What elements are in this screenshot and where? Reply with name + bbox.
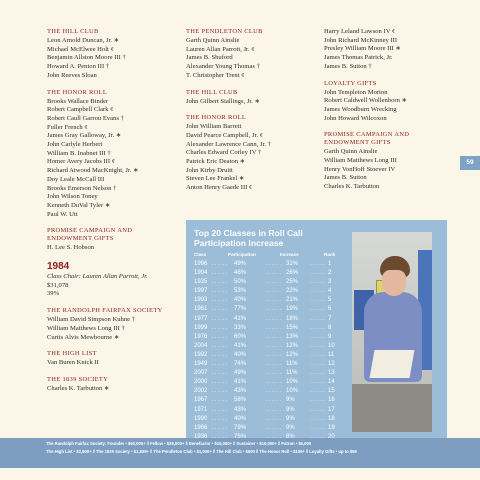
leader-dots: ...... — [310, 379, 327, 386]
donor-name: Garth Quinn Ainslie — [186, 37, 240, 44]
donor-name: Brooks Wallace Binder — [47, 97, 109, 105]
donor-name: James Thomas Patrick, Jr. — [324, 54, 393, 62]
table-row — [194, 351, 342, 360]
donor-name: Patrick Eric Deaton ∗ — [186, 158, 246, 166]
table-row — [194, 296, 342, 305]
section-honor-roll — [186, 114, 312, 193]
donor-name: Robert Caull Garrou Evans † — [47, 114, 124, 122]
donor-name: Homer Avery Jacobs III ¢ — [47, 158, 115, 166]
cell-increase: 10% — [286, 388, 299, 395]
leader-dots: ...... — [212, 342, 229, 349]
cell-increase: 31% — [286, 261, 299, 267]
cell-participation: 46% — [234, 270, 247, 277]
section-heading: THE HONOR ROLL — [47, 88, 108, 96]
cell-class: 2007 — [194, 370, 208, 377]
leader-dots: ...... — [310, 388, 327, 395]
donor-name: William Matthews Long III — [324, 157, 397, 165]
table-row — [194, 396, 342, 405]
leader-dots: ...... — [212, 270, 229, 277]
cell-class: 1967 — [194, 397, 208, 404]
donor-name: Brooks Emerson Nelson † — [47, 184, 117, 192]
cell-increase: 22% — [286, 288, 299, 295]
cell-class: 1961 — [194, 306, 208, 313]
leader-dots: ...... — [212, 324, 229, 331]
classes-table — [194, 260, 342, 438]
leader-dots: ...... — [212, 388, 229, 395]
leader-dots: ...... — [266, 297, 283, 304]
table-row — [194, 378, 342, 387]
donor-name: Fuller French ¢ — [47, 123, 88, 131]
leader-dots: ...... — [310, 315, 327, 322]
leader-dots: ...... — [266, 342, 283, 349]
leader-dots: ...... — [310, 306, 327, 313]
table-row — [194, 278, 342, 287]
table-row — [194, 369, 342, 378]
donor-name: Charles Edward Corley IV † — [186, 149, 262, 157]
leader-dots: ...... — [266, 397, 283, 404]
donor-name: John Richard McKinney III — [324, 36, 398, 44]
cell-class: 1992 — [194, 351, 208, 358]
donor-name: William B. Inabnet III † — [47, 149, 111, 157]
cell-increase: 19% — [286, 306, 299, 313]
section-pendleton-club — [186, 28, 312, 81]
table-row — [194, 305, 342, 314]
cell-class: 2004 — [194, 342, 208, 349]
leader-dots: ...... — [212, 306, 229, 313]
leader-dots: ...... — [266, 406, 283, 413]
table-row — [194, 324, 342, 333]
donor-name: Robert Caldwell Wollenborn ∗ — [324, 97, 408, 105]
giving-levels-footer — [0, 438, 480, 468]
cell-rank: 20 — [328, 433, 335, 438]
cell-class: 1977 — [194, 315, 208, 322]
cell-participation: 60% — [234, 333, 247, 340]
cell-rank: 8 — [328, 324, 332, 331]
section-high-list — [47, 350, 173, 368]
section-loyalty-gifts — [324, 80, 446, 124]
section-hill-club — [186, 89, 312, 107]
donor-name: Harry Leland Lawson IV ¢ — [324, 28, 396, 35]
cell-participation: 40% — [234, 415, 247, 422]
leader-dots: ...... — [266, 388, 283, 395]
cell-increase: 9% — [286, 424, 295, 431]
section-promise-campaign — [324, 131, 446, 192]
donor-name: Henry VonHoff Stoever IV — [324, 165, 396, 173]
table-row — [194, 360, 342, 369]
page-number-tab: 59 — [460, 156, 480, 170]
cell-rank: 9 — [328, 333, 332, 340]
cell-participation: 40% — [234, 351, 247, 358]
top-classes-panel — [186, 220, 447, 438]
donor-name: David Pearce Campbell, Jr. ¢ — [186, 131, 263, 139]
section-heading: PROMISE CAMPAIGN AND ENDOWMENT GIFTS — [47, 227, 133, 243]
leader-dots: ...... — [212, 279, 229, 286]
cell-increase: 25% — [286, 279, 299, 286]
leader-dots: ...... — [212, 261, 229, 267]
leader-dots: ...... — [310, 324, 327, 331]
cell-participation: 58% — [234, 397, 247, 404]
leader-dots: ...... — [212, 397, 229, 404]
leader-dots: ...... — [266, 288, 283, 295]
leader-dots: ...... — [212, 288, 229, 295]
donor-name: John Howard Wilcoxon — [324, 114, 387, 122]
cell-class: 1966 — [194, 424, 208, 431]
leader-dots: ...... — [310, 361, 327, 368]
leader-dots: ...... — [266, 324, 283, 331]
leader-dots: ...... — [310, 433, 327, 438]
cell-rank: 5 — [328, 297, 332, 304]
donor-name: Charles K. Tarbutton ∗ — [47, 384, 110, 392]
leader-dots: ...... — [266, 433, 283, 438]
class-year: 1984 — [47, 261, 70, 273]
donor-name: H. Lee S. Hobson — [47, 244, 95, 252]
leader-dots: ...... — [266, 306, 283, 313]
cell-rank: 6 — [328, 306, 332, 313]
donor-name: Garth Quinn Ainslie — [324, 148, 378, 156]
cell-participation: 41% — [234, 315, 247, 322]
donor-name: James Gray Galloway, Jr. ∗ — [47, 132, 122, 140]
leader-dots: ...... — [310, 261, 327, 267]
leader-dots: ...... — [310, 342, 327, 349]
section-heading: THE PENDLETON CLUB — [186, 28, 263, 35]
header-rank: Rank — [324, 252, 336, 257]
table-row — [194, 387, 342, 396]
donor-name: Robert Campbell Clark ¢ — [47, 106, 114, 114]
leader-dots: ...... — [212, 379, 229, 386]
donor-name: Lauren Allan Parrott, Jr. ¢ — [186, 45, 255, 53]
table-row — [194, 260, 342, 269]
footer-line: The High List • $2,500+ ‖ The 1839 Society • $1,839+ ‖ The Pendleton Club • $1,000+ ‖ The Hill Club • $500 ‖ The Honor Roll • $100+ ‖ Loyalty Gifts • up to $99 — [46, 449, 357, 454]
section-heading: THE HILL CLUB — [47, 28, 99, 35]
donor-name: Kenneth DuVal Tyler ∗ — [47, 201, 111, 209]
column-middle — [186, 28, 312, 201]
donor-name: William David Simpson Kuhne † — [47, 316, 136, 324]
leader-dots: ...... — [310, 415, 327, 422]
cell-participation: 74% — [234, 361, 247, 368]
leader-dots: ...... — [266, 415, 283, 422]
section-heading: PROMISE CAMPAIGN AND ENDOWMENT GIFTS — [324, 131, 410, 147]
leader-dots: ...... — [310, 279, 327, 286]
cell-class: 1999 — [194, 324, 208, 331]
cell-increase: 10% — [286, 379, 299, 386]
column-left — [47, 28, 173, 402]
leader-dots: ...... — [310, 288, 327, 295]
leader-dots: ...... — [266, 270, 283, 277]
header-participation: Participation — [228, 252, 256, 257]
cell-rank: 19 — [328, 424, 335, 431]
donor-name: Curtis Alvis Mewbourne ∗ — [47, 333, 120, 341]
header-class: Class — [194, 252, 207, 257]
photo-student-face — [382, 270, 406, 296]
footer-line: The Randolph Fairfax Society: Founder • $50,000+ ‖ Fellow • $25,000+ ‖ Benefactor • $15,000+ ‖ Sustainer • $10,000+ ‖ Patron • $5,000 — [46, 441, 312, 446]
cell-rank: 7 — [328, 315, 332, 322]
cell-rank: 4 — [328, 288, 332, 295]
cell-rank: 15 — [328, 388, 335, 395]
class-amount: $31,078 — [47, 281, 69, 289]
cell-class: 1935 — [194, 279, 208, 286]
donor-name: Van Buren Knick II — [47, 359, 99, 367]
leader-dots: ...... — [310, 351, 327, 358]
cell-rank: 11 — [328, 351, 335, 358]
cell-increase: 12% — [286, 342, 299, 349]
donor-name: Anton Henry Gaede III ¢ — [186, 184, 253, 192]
photo-desk — [352, 384, 432, 432]
cell-increase: 9% — [286, 397, 295, 404]
donor-name: John Templeton Morton — [324, 88, 388, 96]
cell-rank: 18 — [328, 415, 335, 422]
cell-class: 1997 — [194, 288, 208, 295]
section-heading: THE HILL CLUB — [186, 88, 238, 96]
leader-dots: ...... — [310, 424, 327, 431]
cell-class: 1990 — [194, 415, 208, 422]
cell-class: 1996 — [194, 261, 208, 267]
cell-class: 1993 — [194, 297, 208, 304]
cell-increase: 8% — [286, 433, 295, 438]
cell-class: 1976 — [194, 333, 208, 340]
cell-participation: 41% — [234, 379, 247, 386]
cell-rank: 17 — [328, 406, 335, 413]
cell-participation: 49% — [234, 370, 247, 377]
table-row — [194, 415, 342, 424]
donor-name: John William Barrett — [186, 123, 242, 131]
cell-class: 1971 — [194, 406, 208, 413]
donor-name: John Reeves Sloan — [47, 71, 97, 79]
donor-name: Leon Arnold Duncan, Jr. ∗ — [47, 37, 120, 44]
section-heading: THE HIGH LIST — [47, 350, 97, 358]
donor-name: Alexander Young Thomas † — [186, 63, 260, 71]
cell-participation: 53% — [234, 288, 247, 295]
cell-participation: 50% — [234, 279, 247, 286]
cell-increase: 11% — [286, 361, 298, 368]
table-row — [194, 406, 342, 415]
class-chair: Class Chair: Lauren Allan Parrott, Jr. — [47, 273, 148, 281]
leader-dots: ...... — [310, 406, 327, 413]
cell-increase: 12% — [286, 351, 299, 358]
donor-name: James Woodburn Wrecking — [324, 105, 397, 113]
cell-class: 2002 — [194, 388, 208, 395]
donor-name: James B. Sutton † — [324, 62, 372, 70]
donor-name: Doy Leale McCall III — [47, 175, 105, 183]
leader-dots: ...... — [212, 424, 229, 431]
leader-dots: ...... — [266, 279, 283, 286]
leader-dots: ...... — [266, 333, 283, 340]
student-reading-photo — [352, 232, 432, 432]
donor-name: Charles K. Tarbutton — [324, 183, 380, 191]
header-increase: Increase — [280, 252, 299, 257]
section-heading: THE HONOR ROLL — [186, 114, 247, 122]
section-hill-club — [47, 28, 173, 81]
cell-rank: 16 — [328, 397, 335, 404]
section-1839-society — [47, 376, 173, 394]
cell-rank: 2 — [328, 270, 332, 277]
donor-name: James B. Sutton — [324, 174, 367, 182]
donor-name: Steven Lee Frankel ∗ — [186, 175, 245, 183]
donor-name: Presley William Moore III ∗ — [324, 45, 401, 53]
leader-dots: ...... — [266, 424, 283, 431]
cell-increase: 9% — [286, 415, 295, 422]
leader-dots: ...... — [310, 270, 327, 277]
cell-rank: 14 — [328, 379, 335, 386]
donor-name: John Wilson Toney — [47, 193, 98, 201]
table-row — [194, 424, 342, 433]
cell-increase: 21% — [286, 297, 299, 304]
leader-dots: ...... — [212, 433, 229, 438]
cell-increase: 13% — [286, 333, 299, 340]
section-heading: LOYALTY GIFTS — [324, 79, 377, 87]
class-percent: 39% — [47, 290, 60, 298]
leader-dots: ...... — [266, 351, 283, 358]
cell-participation: 77% — [234, 306, 247, 313]
cell-increase: 11% — [286, 370, 298, 377]
section-promise-campaign — [47, 227, 173, 253]
cell-participation: 33% — [234, 324, 247, 331]
donor-name: John Carlyle Herbert — [47, 141, 103, 149]
column-right — [324, 28, 446, 200]
leader-dots: ...... — [310, 370, 327, 377]
leader-dots: ...... — [212, 361, 229, 368]
cell-class: 1994 — [194, 270, 208, 277]
leader-dots: ...... — [212, 333, 229, 340]
donor-name: T. Christopher Trent ¢ — [186, 71, 245, 79]
cell-participation: 43% — [234, 406, 247, 413]
donor-name: Michael McElwee Holt ¢ — [47, 45, 114, 53]
donor-name: Benjamin Allston Moore III † — [47, 54, 126, 62]
cell-participation: 41% — [234, 342, 247, 349]
leader-dots: ...... — [310, 333, 327, 340]
cell-participation: 49% — [234, 261, 247, 267]
photo-book — [370, 350, 415, 378]
table-row — [194, 315, 342, 324]
cell-class: 1936 — [194, 433, 208, 438]
cell-participation: 79% — [234, 424, 247, 431]
leader-dots: ...... — [212, 351, 229, 358]
leader-dots: ...... — [212, 315, 229, 322]
donor-name: James B. Shuford — [186, 54, 233, 62]
cell-participation: 43% — [234, 388, 247, 395]
cell-increase: 9% — [286, 406, 295, 413]
leader-dots: ...... — [212, 415, 229, 422]
cell-rank: 13 — [328, 370, 335, 377]
leader-dots: ...... — [212, 370, 229, 377]
leader-dots: ...... — [310, 397, 327, 404]
cell-increase: 15% — [286, 324, 299, 331]
section-fairfax-society — [47, 307, 173, 342]
leader-dots: ...... — [266, 370, 283, 377]
section-continued-names — [324, 28, 446, 72]
donor-name: John Gilbert Stallings, Jr. ∗ — [186, 97, 261, 105]
cell-rank: 12 — [328, 361, 335, 368]
donor-name: Alexander Lawrence Cann, Jr. † — [186, 140, 271, 148]
panel-title: Top 20 Classes in Roll Call Participation Increase — [194, 228, 303, 248]
leader-dots: ...... — [266, 315, 283, 322]
leader-dots: ...... — [212, 297, 229, 304]
cell-rank: 3 — [328, 279, 332, 286]
leader-dots: ...... — [310, 297, 327, 304]
cell-rank: 1 — [328, 261, 332, 267]
leader-dots: ...... — [266, 261, 283, 267]
leader-dots: ...... — [266, 361, 283, 368]
cell-participation: 40% — [234, 297, 247, 304]
table-row — [194, 287, 342, 296]
section-honor-roll — [47, 89, 173, 220]
table-row — [194, 342, 342, 351]
cell-participation: 75% — [234, 433, 247, 438]
cell-increase: 26% — [286, 270, 299, 277]
section-heading: THE RANDOLPH FAIRFAX SOCIETY — [47, 307, 163, 315]
cell-class: 1949 — [194, 361, 208, 368]
donor-name: Paul W. Utt — [47, 210, 78, 218]
cell-rank: 10 — [328, 342, 335, 349]
donor-name: Howard A. Penton III † — [47, 63, 110, 71]
table-header — [194, 252, 342, 260]
donor-name: William Matthews Long III † — [47, 324, 125, 332]
donor-name: John Kirby Druitt — [186, 166, 233, 174]
leader-dots: ...... — [266, 379, 283, 386]
table-row — [194, 333, 342, 342]
cell-increase: 18% — [286, 315, 299, 322]
donor-name: Richard Atwood MacKnight, Jr. ∗ — [47, 167, 139, 175]
table-row — [194, 269, 342, 278]
leader-dots: ...... — [212, 406, 229, 413]
section-heading: THE 1839 SOCIETY — [47, 375, 109, 383]
cell-class: 2000 — [194, 379, 208, 386]
